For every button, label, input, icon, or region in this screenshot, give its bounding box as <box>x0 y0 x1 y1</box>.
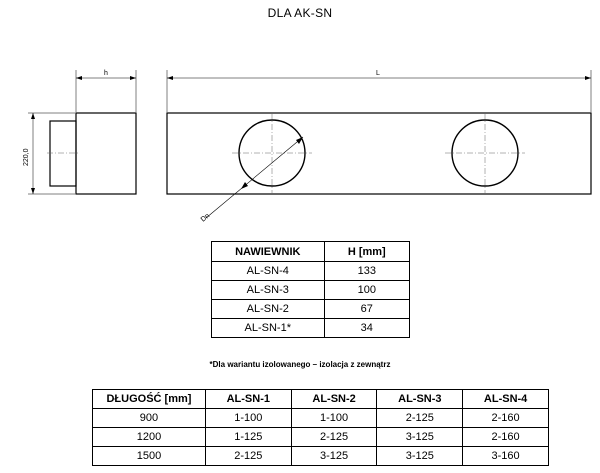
table-row <box>93 409 549 428</box>
header-al-sn-2: AL-SN-2 <box>291 390 377 409</box>
cell-model: AL-SN-1* <box>212 319 325 338</box>
dim-220-label: 220,0 <box>23 148 30 166</box>
cell-height: 100 <box>324 281 409 300</box>
cell-height: 133 <box>324 262 409 281</box>
cell-length: 900 <box>93 409 206 428</box>
header-al-sn-4: AL-SN-4 <box>463 390 549 409</box>
cell-config: 1-100 <box>205 409 291 428</box>
dim-L-label: L <box>376 70 380 77</box>
table-row <box>212 319 410 338</box>
cell-config: 3-160 <box>463 447 549 466</box>
front-view-box <box>167 113 591 194</box>
cell-config: 2-160 <box>463 428 549 447</box>
header-al-sn-3: AL-SN-3 <box>377 390 463 409</box>
cell-model: AL-SN-3 <box>212 281 325 300</box>
cell-config: 3-125 <box>377 428 463 447</box>
cell-model: AL-SN-2 <box>212 300 325 319</box>
dim-dn-label: Dn <box>199 212 212 224</box>
table-row <box>212 300 410 319</box>
header-dlugosc: DŁUGOŚĆ [mm] <box>93 390 206 409</box>
table-header-row <box>212 242 410 262</box>
cell-config: 2-125 <box>377 409 463 428</box>
cell-height: 67 <box>324 300 409 319</box>
dn-leader <box>206 137 303 218</box>
header-al-sn-1: AL-SN-1 <box>205 390 291 409</box>
table-row <box>93 447 549 466</box>
cell-config: 1-125 <box>205 428 291 447</box>
cell-model: AL-SN-4 <box>212 262 325 281</box>
cell-length: 1500 <box>93 447 206 466</box>
cell-config: 2-160 <box>463 409 549 428</box>
table-row <box>93 428 549 447</box>
drawing-title: DLA AK-SN <box>267 6 333 20</box>
cell-config: 2-125 <box>291 428 377 447</box>
cell-config: 3-125 <box>291 447 377 466</box>
cell-config: 1-100 <box>291 409 377 428</box>
cell-length: 1200 <box>93 428 206 447</box>
header-h: H [mm] <box>324 242 409 262</box>
dim-h-label: h <box>104 70 108 77</box>
table-header-row <box>93 390 549 409</box>
nawiewnik-height-table <box>211 241 410 338</box>
header-nawiewnik: NAWIEWNIK <box>212 242 325 262</box>
table-row <box>212 281 410 300</box>
side-view-spigot <box>50 121 76 186</box>
cell-config: 2-125 <box>205 447 291 466</box>
insulation-note: *Dla wariantu izolowanego – izolacja z zewnątrz <box>209 360 391 369</box>
side-view-box <box>76 113 136 194</box>
cell-height: 34 <box>324 319 409 338</box>
length-configuration-table <box>92 389 549 466</box>
table-row <box>212 262 410 281</box>
cell-config: 3-125 <box>377 447 463 466</box>
